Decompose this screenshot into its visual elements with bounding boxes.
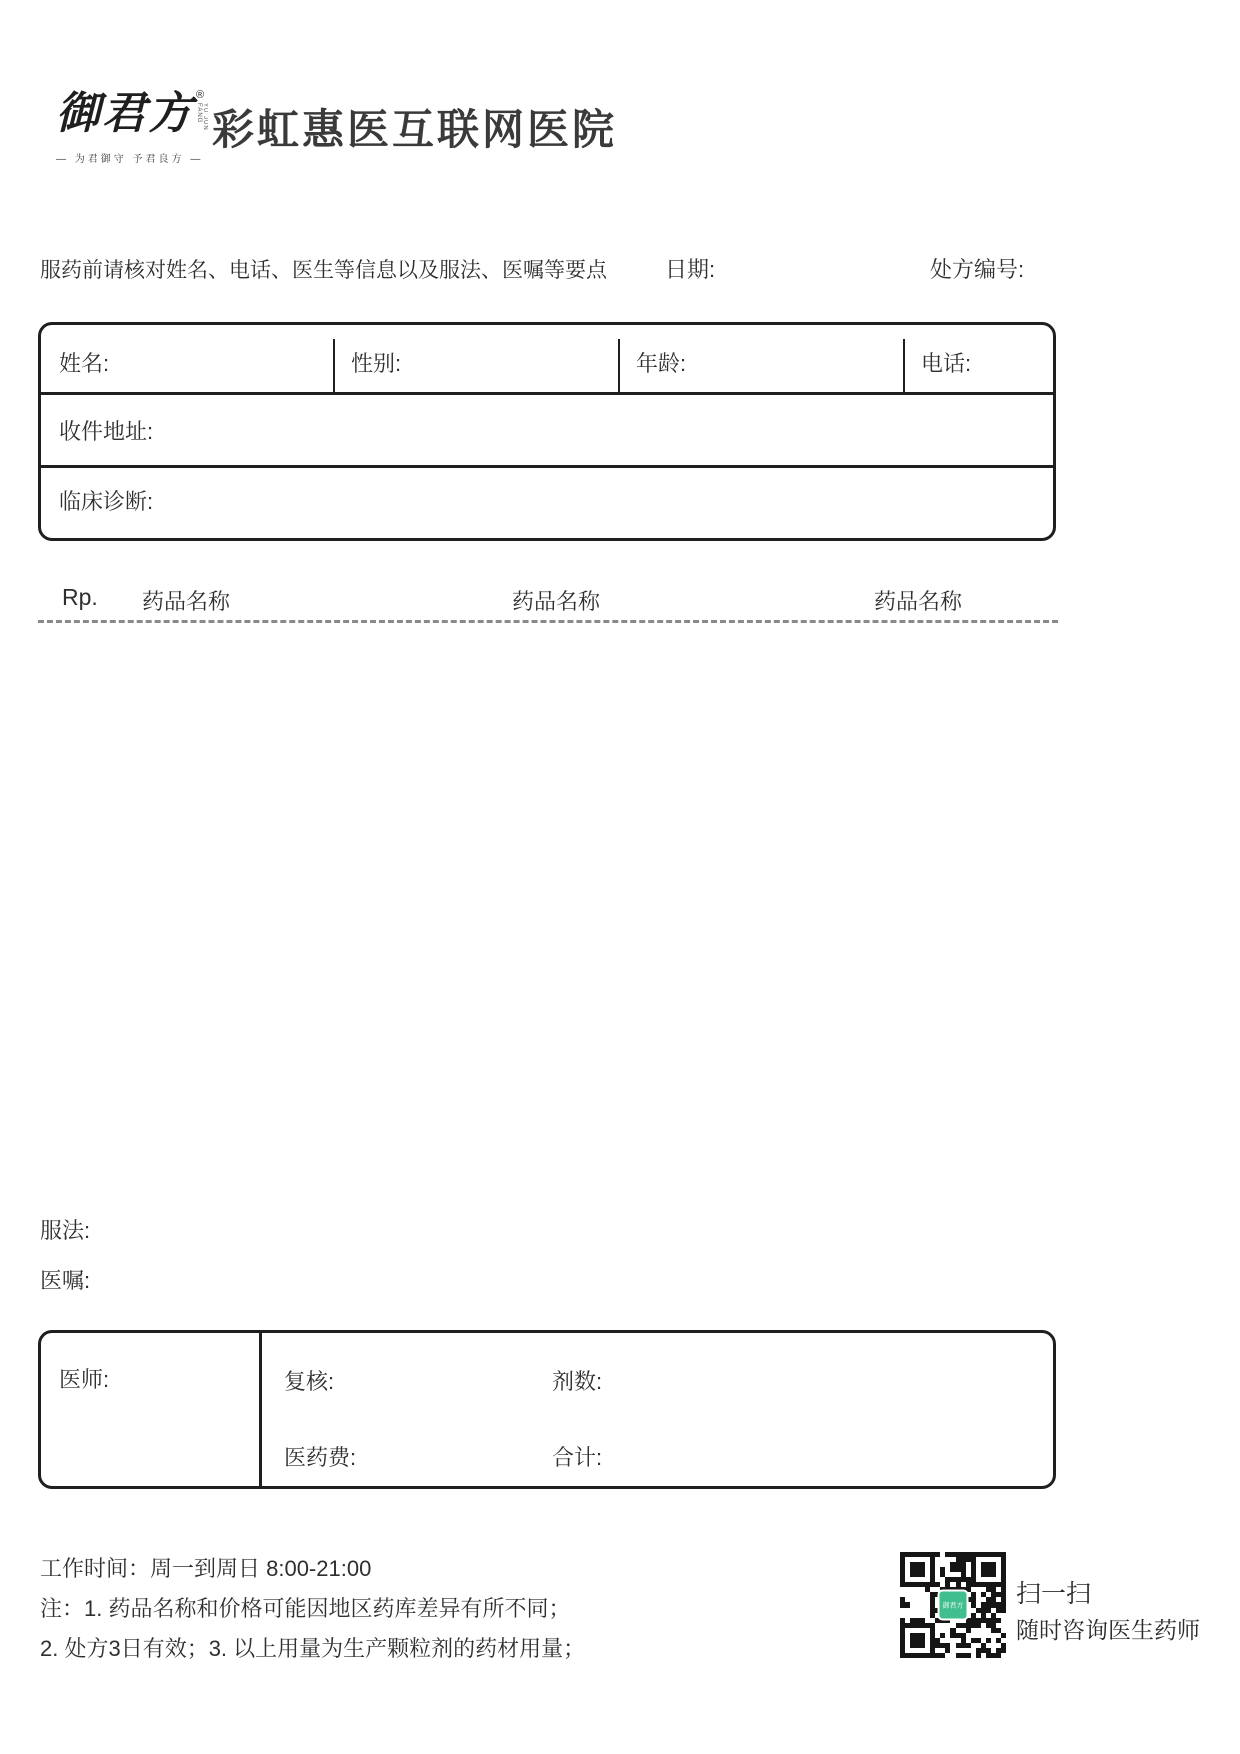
doses-label: 剂数: (552, 1369, 603, 1394)
brand-tagline: — 为君御守 予君良方 — (56, 154, 204, 165)
brand-logo-pinyin: YU JUN FANG (196, 103, 208, 131)
check-notice-text: 服药前请核对姓名、电话、医生等信息以及服法、医嘱等要点 (40, 259, 607, 282)
drug-name-column-3: 药品名称 (874, 589, 963, 614)
date-label: 日期: (665, 257, 716, 282)
work-hours-text: 工作时间：周一到周日 8:00-21:00 (40, 1556, 372, 1581)
drug-name-column-2: 药品名称 (512, 589, 601, 614)
dashed-separator (38, 620, 1058, 623)
name-field (41, 325, 333, 392)
age-label: 年龄: (636, 351, 687, 376)
gender-label: 性别: (351, 351, 402, 376)
physician-field (41, 1333, 262, 1486)
note-line-1: 注：1. 药品名称和价格可能因地区药库差异有所不同； (40, 1596, 571, 1621)
patient-info-box (38, 322, 1056, 541)
qr-code (900, 1552, 1006, 1658)
usage-label: 服法: (40, 1218, 91, 1243)
address-label: 收件地址: (59, 418, 154, 444)
scan-sub-label: 随时咨询医生药师 (1016, 1617, 1200, 1643)
signature-box-right (262, 1333, 1053, 1486)
advice-label: 医嘱: (40, 1268, 91, 1293)
phone-label: 电话: (921, 351, 972, 376)
note-line-2: 2. 处方3日有效；3. 以上用量为生产颗粒剂的药材用量； (40, 1636, 586, 1661)
brand-logo (56, 90, 208, 165)
brand-logo-text: 御君方 (56, 89, 194, 138)
medicine-fee-label: 医药费: (284, 1445, 357, 1470)
hospital-title: 彩虹惠医互联网医院 (212, 105, 618, 154)
patient-row-basic (41, 325, 1053, 395)
drug-name-column-1: 药品名称 (142, 589, 231, 614)
total-label: 合计: (552, 1445, 603, 1470)
rx-number-label: 处方编号: (930, 257, 1025, 282)
phone-field (903, 325, 1053, 392)
diagnosis-field (41, 468, 1053, 532)
signature-box (38, 1330, 1056, 1489)
name-label: 姓名: (59, 351, 110, 376)
address-field (41, 395, 1053, 468)
physician-label: 医师: (59, 1367, 110, 1392)
rp-label: Rp. (62, 584, 98, 610)
diagnosis-label: 临床诊断: (59, 488, 154, 514)
qr-center-logo: 御君方 (938, 1590, 969, 1621)
scan-label: 扫一扫 (1016, 1580, 1092, 1608)
gender-field (333, 325, 618, 392)
age-field (618, 325, 903, 392)
review-label: 复核: (284, 1369, 335, 1394)
registered-trademark-icon: ® (196, 89, 205, 101)
